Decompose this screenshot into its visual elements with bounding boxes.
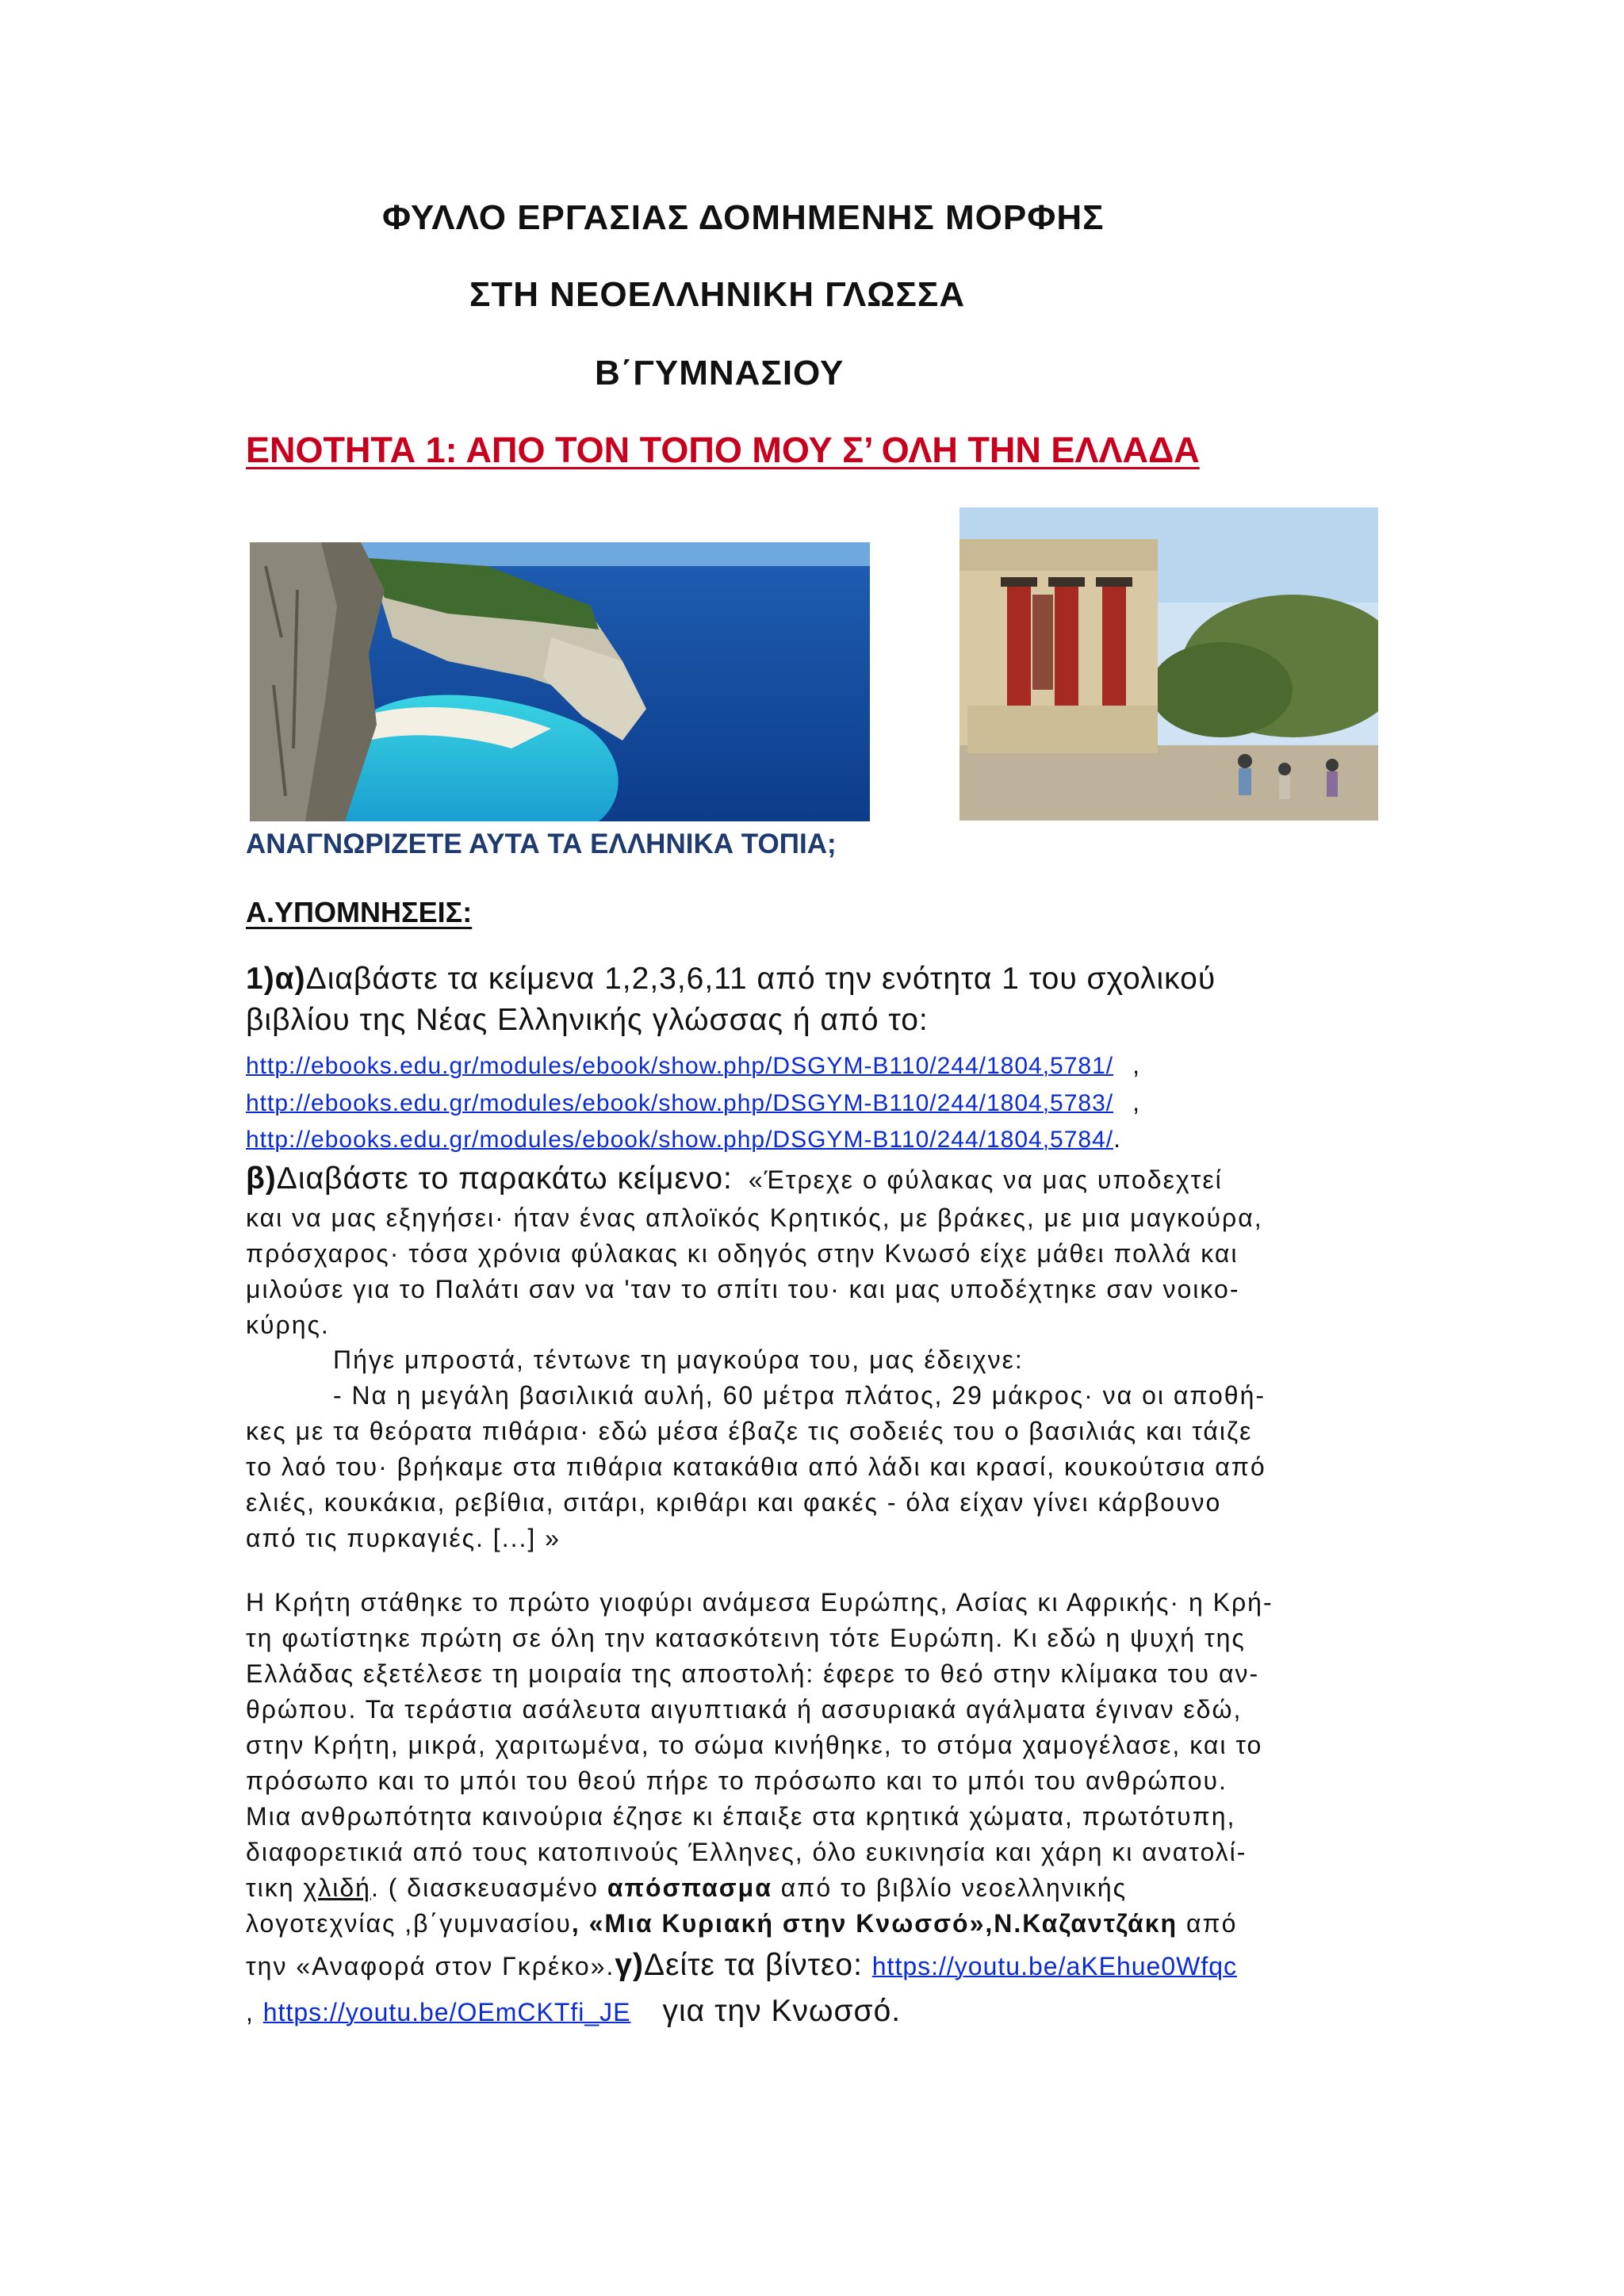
logo-end: από <box>1178 1909 1238 1938</box>
video-separator: , <box>246 1998 263 2026</box>
item-1c-text: Δείτε τα βίντεο: <box>644 1948 872 1982</box>
ebook-link-1[interactable]: http://ebooks.edu.gr/modules/ebook/show.php/DSGYM-B110/244/1804,5781/ <box>246 1053 1114 1079</box>
knossos-palace-photo <box>959 507 1378 821</box>
title-line-1: ΦΥΛΛΟ ΕΡΓΑΣΙΑΣ ΔΟΜΗΜΕΝΗΣ ΜΟΡΦΗΣ <box>382 198 1105 237</box>
tiki-text: τικη <box>246 1873 304 1902</box>
item-1a-line-1 <box>246 962 1216 997</box>
title-line-3: Β΄ΓΥΜΝΑΣΙΟΥ <box>595 354 845 392</box>
para2-line-10 <box>246 1909 1237 1938</box>
marker-1b: β) <box>246 1161 277 1196</box>
unit-heading: ΕΝΟΤΗΤΑ 1: ΑΠΟ ΤΟΝ ΤΟΠΟ ΜΟΥ Σ’ ΟΛΗ ΤΗΝ ΕΛΛΑΔΑ <box>246 430 1200 470</box>
para2-line-9 <box>246 1873 1127 1903</box>
source-title: , «Μια Κυριακή στην Κνωσσό»,Ν.Καζαντζάκη <box>571 1909 1178 1938</box>
para2-line-4: θρώπου. Τα τεράστια ασάλευτα αιγυπτιακά ή ασσυριακά αγάλματα έγιναν εδώ, <box>246 1695 1243 1724</box>
link-separator: , <box>1132 1088 1142 1116</box>
word-chlidi: χλιδή <box>303 1873 371 1902</box>
after-excerpt: από το βιβλίο νεοελληνικής <box>772 1873 1128 1902</box>
bold-excerpt: απόσπασμα <box>607 1873 772 1902</box>
logo-start: λογοτεχνίας ,β΄γυμνασίου <box>246 1909 572 1938</box>
section-a-heading: Α.ΥΠΟΜΝΗΣΕΙΣ: <box>246 896 473 928</box>
marker-1a: 1)α) <box>246 962 306 996</box>
para2-line-6: πρόσωπο και το μπόι του θεού πήρε το πρόσωπο και το μπόι του ανθρώπου. <box>246 1766 1228 1795</box>
quote-line-7: - Να η μεγάλη βασιλικιά αυλή, 60 μέτρα πλάτος, 29 μάκρος· να οι αποθή- <box>333 1381 1266 1410</box>
para2-line-3: Ελλάδας εξετέλεσε τη μοιραία της αποστολή: έφερε το θεό στην κλίμακα του αν- <box>246 1659 1260 1688</box>
quote-line-3: πρόσχαρος· τόσα χρόνια φύλακας κι οδηγός στην Κνωσό είχε μάθει πολλά και <box>246 1239 1239 1268</box>
item-1a-text-1: Διαβάστε τα κείμενα 1,2,3,6,11 από την ενότητα 1 του σχολικού <box>305 962 1216 996</box>
ebook-link-3[interactable]: http://ebooks.edu.gr/modules/ebook/show.php/DSGYM-B110/244/1804,5784/ <box>246 1127 1114 1153</box>
video-row-2 <box>246 1994 901 2029</box>
quote-line-2: και να μας εξηγήσει· ήταν ένας απλοϊκός Κρητικός, με βράκες, με μια μαγκούρα, <box>246 1203 1263 1232</box>
after-chlidi: . ( διασκευασμένο <box>370 1873 607 1902</box>
link-end: . <box>1113 1124 1123 1153</box>
item-1c-line <box>246 1948 1237 1983</box>
item-1a-line-2: βιβλίου της Νέας Ελληνικής γλώσσας ή από το: <box>246 1003 929 1037</box>
quote-line-4: μιλούσε για το Παλάτι σαν να 'ταν το σπίτι του· και μας υποδέχτηκε σαν νοικο- <box>246 1275 1240 1303</box>
quote-line-5: κύρης. <box>246 1311 330 1339</box>
quote-line-1: «Έτρεχε ο φύλακας να μας υποδεχτεί <box>748 1165 1223 1194</box>
video-end-text: για την Κνωσσό. <box>662 1994 902 2028</box>
link-row-2 <box>246 1088 1141 1117</box>
navagio-beach-photo <box>250 542 870 821</box>
link-separator: , <box>1132 1050 1142 1079</box>
quote-line-6: Πήγε μπροστά, τέντωνε τη μαγκούρα του, μας έδειχνε: <box>333 1345 1024 1374</box>
para2-line-2: τη φωτίστηκε πρώτη σε όλη την κατασκότεινη τότε Ευρώπη. Κι εδώ η ψυχή της <box>246 1624 1246 1652</box>
quote-line-10: ελιές, κουκάκια, ρεβίθια, σιτάρι, κριθάρι και φακές - όλα είχαν γίνει κάρβουνο <box>246 1488 1222 1517</box>
ebook-link-2[interactable]: http://ebooks.edu.gr/modules/ebook/show.php/DSGYM-B110/244/1804,5783/ <box>246 1090 1114 1116</box>
quote-line-9: το λαό του· βρήκαμε στα πιθάρια κατακάθια από λάδι και κρασί, κουκούτσια από <box>246 1452 1266 1481</box>
video-link-2[interactable]: https://youtu.be/OEmCKTfi_JE <box>262 1998 631 2026</box>
link-row-1 <box>246 1050 1141 1080</box>
para2-line-1: Η Κρήτη στάθηκε το πρώτο γιοφύρι ανάμεσα Ευρώπης, Ασίας κι Αφρικής· η Κρή- <box>246 1588 1274 1617</box>
para2-line-8: διαφορετικιά από τους κατοπινούς Έλληνες, όλο ευκινησία και χάρη κι ανατολί- <box>246 1838 1247 1866</box>
item-1b-text: Διαβάστε το παρακάτω κείμενο: <box>276 1161 733 1196</box>
question-heading: ΑΝΑΓΝΩΡΙΖΕΤΕ ΑΥΤΑ ΤΑ ΕΛΛΗΝΙΚΑ ΤΟΠΙΑ; <box>246 828 837 859</box>
title-line-2: ΣΤΗ ΝΕΟΕΛΛΗΝΙΚΗ ΓΛΩΣΣΑ <box>469 275 966 314</box>
item-1b-line <box>246 1161 1223 1196</box>
para2-line-5: στην Κρήτη, μικρά, χαριτωμένα, το σώμα κινήθηκε, το στόμα χαμογέλασε, και το <box>246 1731 1263 1759</box>
video-link-1[interactable]: https://youtu.be/aKEhue0Wfqc <box>871 1952 1238 1980</box>
quote-line-8: κες με τα θεόρατα πιθάρια· εδώ μέσα έβαζε τις σοδειές του ο βασιλιάς και τάιζε <box>246 1417 1253 1445</box>
anafora-text: την «Αναφορά στον Γκρέκο». <box>246 1952 615 1980</box>
quote-line-11: από τις πυρκαγιές. [...] » <box>246 1524 561 1552</box>
marker-1c: γ) <box>615 1948 645 1982</box>
link-row-3 <box>246 1124 1122 1154</box>
para2-line-7: Μια ανθρωπότητα καινούρια έζησε κι έπαιξε στα κρητικά χώματα, πρωτότυπη, <box>246 1802 1236 1831</box>
